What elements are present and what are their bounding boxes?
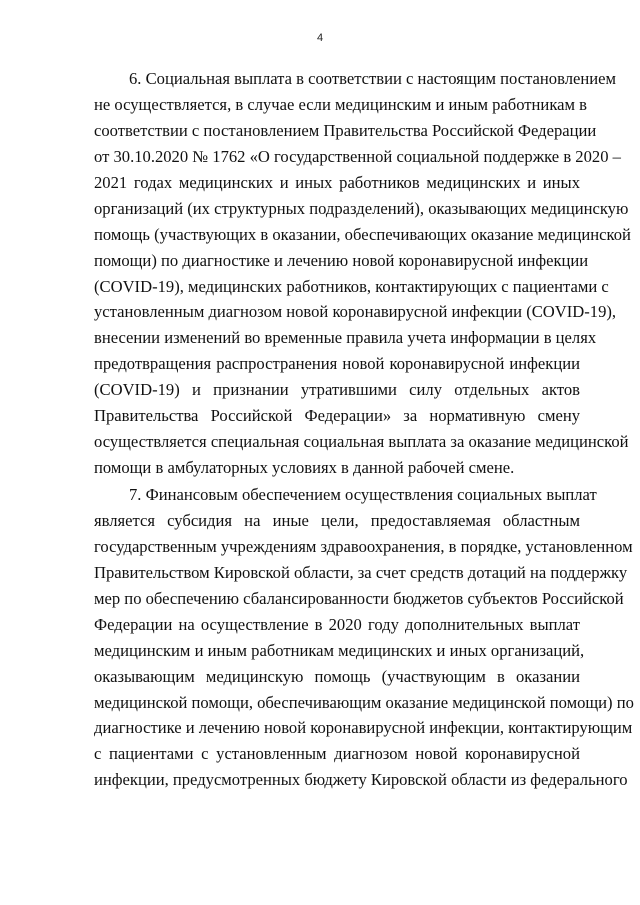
text-line: предотвращения распространения новой коронавирусной инфекции xyxy=(94,354,580,374)
text-line: медицинской помощи, обеспечивающим оказание медицинской помощи) по xyxy=(94,692,634,712)
paragraph-6 xyxy=(94,66,631,481)
text-line: инфекции, предусмотренных бюджету Кировской области из федерального xyxy=(94,770,628,790)
text-line: помощь (участвующих в оказании, обеспечивающих оказание медицинской xyxy=(94,224,631,244)
page-number: 4 xyxy=(316,32,324,44)
text-line: (COVID-19) и признании утратившими силу отдельных актов xyxy=(94,380,580,400)
text-line: является субсидия на иные цели, предоставляемая областным xyxy=(94,510,580,530)
text-line: медицинским и иным работникам медицинских и иных организаций, xyxy=(94,640,585,660)
text-line: мер по обеспечению сбалансированности бюджетов субъектов Российской xyxy=(94,588,624,608)
text-line: соответствии с постановлением Правительства Российской Федерации xyxy=(94,120,597,140)
document-body xyxy=(94,66,634,793)
text-line: помощи в амбулаторных условиях в данной рабочей смене. xyxy=(94,458,515,478)
text-line: внесении изменений во временные правила учета информации в целях xyxy=(94,328,597,348)
text-line: организаций (их структурных подразделений), оказывающих медицинскую xyxy=(94,198,629,218)
text-line: помощи) по диагностике и лечению новой коронавирусной инфекции xyxy=(94,250,589,270)
text-line: Правительства Российской Федерации» за нормативную смену xyxy=(94,406,580,426)
text-line: государственным учреждениям здравоохранения, в порядке, установленном xyxy=(94,536,633,556)
text-line: Федерации на осуществление в 2020 году дополнительных выплат xyxy=(94,614,580,634)
text-line: Правительством Кировской области, за счет средств дотаций на поддержку xyxy=(94,562,628,582)
text-line: оказывающим медицинскую помощь (участвующим в оказании xyxy=(94,666,580,686)
text-line: не осуществляется, в случае если медицинским и иным работникам в xyxy=(94,94,587,114)
text-line: от 30.10.2020 № 1762 «О государственной социальной поддержке в 2020 – xyxy=(94,146,621,166)
text-line: 7. Финансовым обеспечением осуществления социальных выплат xyxy=(129,485,597,504)
text-line: (COVID-19), медицинских работников, контактирующих с пациентами с xyxy=(94,276,609,296)
text-line: 6. Социальная выплата в соответствии с настоящим постановлением xyxy=(129,69,616,88)
text-line: 2021 годах медицинских и иных работников медицинских и иных xyxy=(94,172,580,192)
text-line: установленным диагнозом новой коронавирусной инфекции (COVID-19), xyxy=(94,302,617,322)
paragraph-7 xyxy=(94,482,634,793)
text-line: с пациентами с установленным диагнозом новой коронавирусной xyxy=(94,744,580,764)
text-line: диагностике и лечению новой коронавирусной инфекции, контактирующим xyxy=(94,718,633,738)
text-line: осуществляется специальная социальная выплата за оказание медицинской xyxy=(94,432,629,452)
